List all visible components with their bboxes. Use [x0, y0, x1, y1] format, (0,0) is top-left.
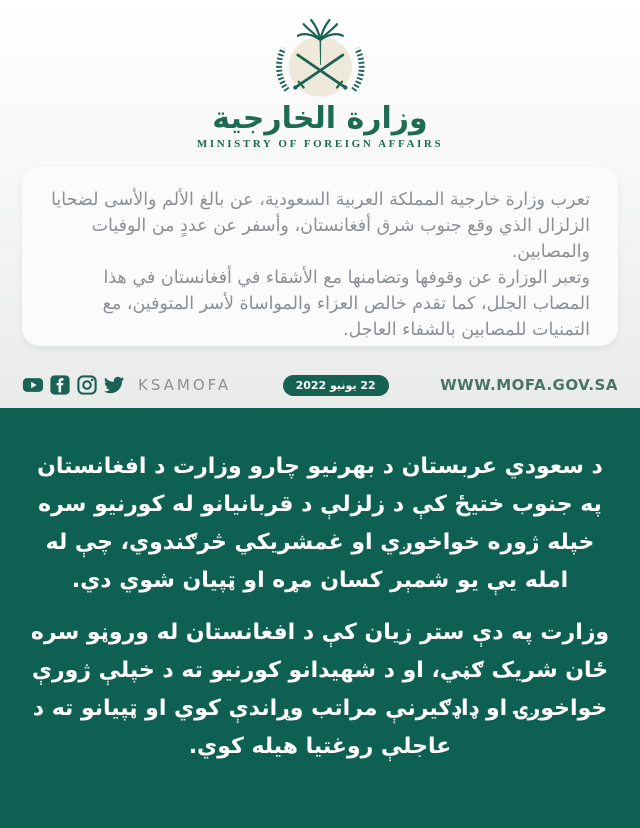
pashto-paragraph-1: د سعودي عربستان د بهرنيو چارو وزارت د افغانستان په جنوب ختيځ کې د زلزلې د قربانيانو له کورنيو سره خپله ژوره خواخوږي او غمشريکي څرګندوي، چې له امله يې يو شمېر کسان مړه او ټپيان شوي دي.	[37, 454, 603, 593]
info-bar	[0, 362, 640, 408]
instagram-icon[interactable]	[76, 374, 98, 396]
pashto-statement-section	[0, 408, 640, 828]
youtube-icon[interactable]	[22, 374, 44, 396]
ministry-logo-block	[0, 0, 640, 150]
statement-card-section	[0, 0, 640, 408]
logo-english-name: MINISTRY OF FOREIGN AFFAIRS	[196, 138, 444, 150]
statement-paragraph-1: تعرب وزارة خارجية المملكة العربية السعودية، عن بالغ الألم والأسى لضحايا الزلزال الذي وقع جنوب شرق أفغانستان، وأسفر عن عددٍ من الوفيات والمصابين.	[51, 190, 590, 262]
logo-arabic-calligraphy: وزارة الخارجية	[212, 101, 428, 136]
pashto-paragraph-2: وزارت په دې ستر زيان کې د افغانستان له وروڼو سره ځان شريک ګڼي، او د شهيدانو کورنيو ته د خپلې ژورې خواخوږۍ او ډاډګيرنې مراتب وړاندې کوي او ټپيانو ته د عاجلې روغتيا هيله کوي.	[30, 620, 610, 759]
social-handle[interactable]: KSAMOFA	[138, 376, 232, 394]
mofa-emblem-icon	[0, 10, 640, 110]
social-links[interactable]	[22, 374, 231, 396]
twitter-icon[interactable]	[103, 374, 125, 396]
arabic-statement-card	[22, 167, 618, 346]
statement-paragraph-2: وتعبر الوزارة عن وقوفها وتضامنها مع الأشقاء في أفغانستان في هذا المصاب الجلل، كما تقدم خالص العزاء والمواساة لأسر المتوفين، مع التمنيات للمصابين بالشفاء العاجل.	[102, 268, 590, 340]
facebook-icon[interactable]	[49, 374, 71, 396]
website-link[interactable]: WWW.MOFA.GOV.SA	[440, 376, 618, 394]
date-badge: 22 يونيو 2022	[283, 375, 389, 396]
